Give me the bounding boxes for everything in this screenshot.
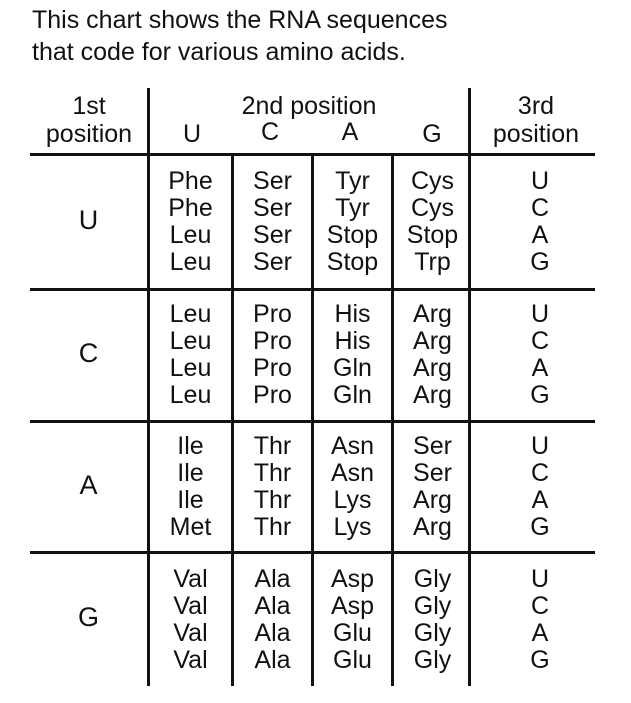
amino-acid-cell — [234, 301, 311, 409]
second-base-g: G — [422, 120, 442, 148]
amino-acid: Leu — [169, 221, 212, 249]
amino-acid-cell — [150, 433, 231, 541]
third-base: C — [530, 592, 550, 620]
third-base: G — [530, 248, 550, 276]
amino-acid: Pro — [253, 354, 292, 382]
amino-acid: Ser — [253, 248, 292, 276]
third-base: A — [531, 354, 549, 382]
first-position-header-line2: position — [45, 120, 133, 148]
caption-line-1: This chart shows the RNA sequences — [32, 6, 448, 34]
first-position-header-line1: 1st — [72, 92, 106, 120]
amino-acid: Arg — [413, 513, 452, 541]
amino-acid: Asp — [330, 565, 375, 593]
amino-acid: Ala — [254, 619, 291, 647]
third-position-header — [471, 92, 601, 148]
amino-acid: His — [334, 300, 371, 328]
third-base: C — [530, 194, 550, 222]
amino-acid: Thr — [253, 432, 292, 460]
amino-acid: Val — [173, 565, 208, 593]
first-position-header — [30, 92, 148, 148]
amino-acid: Ser — [253, 221, 292, 249]
amino-acid: Ser — [253, 194, 292, 222]
amino-acid-cell — [314, 433, 391, 541]
amino-acid: Thr — [253, 513, 292, 541]
amino-acid: Ser — [413, 459, 452, 487]
amino-acid: Arg — [413, 354, 452, 382]
amino-acid-cell — [394, 301, 471, 409]
first-base: U — [78, 205, 99, 235]
second-position-header: 2nd position — [241, 92, 377, 120]
amino-acid: Phe — [168, 194, 213, 222]
caption-line-2: that code for various amino acids. — [32, 38, 406, 66]
third-base: A — [531, 221, 549, 249]
amino-acid: Ala — [254, 592, 291, 620]
amino-acid-cell — [314, 301, 391, 409]
amino-acid: Ser — [253, 167, 292, 195]
amino-acid: Lys — [333, 513, 372, 541]
amino-acid: Asp — [330, 592, 375, 620]
amino-acid: Thr — [253, 459, 292, 487]
amino-acid: Gly — [413, 565, 452, 593]
amino-acid: Met — [169, 513, 212, 541]
third-base: G — [530, 646, 550, 674]
third-base: U — [530, 300, 550, 328]
amino-acid-cell — [234, 566, 311, 674]
third-base-column — [471, 168, 609, 276]
amino-acid-cell — [150, 566, 231, 674]
amino-acid: Arg — [413, 486, 452, 514]
amino-acid: Ser — [413, 432, 452, 460]
amino-acid: Arg — [413, 327, 452, 355]
amino-acid-cell — [394, 566, 471, 674]
amino-acid: Leu — [169, 381, 212, 409]
amino-acid: Thr — [253, 486, 292, 514]
third-base: A — [531, 486, 549, 514]
first-base: A — [79, 470, 98, 500]
amino-acid: Ala — [254, 646, 291, 674]
amino-acid: Stop — [326, 248, 379, 276]
third-base-column — [471, 301, 609, 409]
amino-acid-cell — [234, 433, 311, 541]
chart-caption — [32, 4, 447, 68]
amino-acid: Leu — [169, 327, 212, 355]
amino-acid: Cys — [410, 167, 455, 195]
third-base-column — [471, 566, 609, 674]
amino-acid: Ala — [254, 565, 291, 593]
third-base: G — [530, 381, 550, 409]
amino-acid: Glu — [333, 646, 372, 674]
amino-acid: Gly — [413, 619, 452, 647]
amino-acid: Cys — [410, 194, 455, 222]
third-base: C — [530, 327, 550, 355]
second-base-u: U — [182, 120, 202, 148]
third-position-header-line1: 3rd — [517, 92, 555, 120]
amino-acid: Leu — [169, 300, 212, 328]
amino-acid: Leu — [169, 354, 212, 382]
second-base-c: C — [260, 118, 280, 146]
third-base: U — [530, 565, 550, 593]
amino-acid: Gln — [333, 354, 372, 382]
amino-acid: Val — [173, 646, 208, 674]
amino-acid: Pro — [253, 327, 292, 355]
amino-acid: Gln — [333, 381, 372, 409]
second-base-a: A — [341, 118, 359, 146]
first-base: G — [77, 602, 99, 632]
amino-acid: Pro — [253, 300, 292, 328]
amino-acid: Phe — [168, 167, 213, 195]
amino-acid: Glu — [333, 619, 372, 647]
amino-acid-cell — [314, 566, 391, 674]
amino-acid: Gly — [413, 592, 452, 620]
amino-acid: Arg — [413, 300, 452, 328]
amino-acid: Ile — [177, 486, 204, 514]
amino-acid-cell — [150, 168, 231, 276]
amino-acid: Stop — [326, 221, 379, 249]
amino-acid: Val — [173, 592, 208, 620]
amino-acid-cell — [150, 301, 231, 409]
third-base: U — [530, 432, 550, 460]
amino-acid-cell — [314, 168, 391, 276]
amino-acid: Trp — [414, 248, 451, 276]
third-base: C — [530, 459, 550, 487]
amino-acid: Pro — [253, 381, 292, 409]
amino-acid: Tyr — [335, 167, 370, 195]
third-base: U — [530, 167, 550, 195]
amino-acid: Gly — [413, 646, 452, 674]
first-base: C — [78, 338, 99, 368]
amino-acid: Arg — [413, 381, 452, 409]
amino-acid: Asn — [330, 432, 375, 460]
amino-acid-cell — [394, 168, 471, 276]
amino-acid-cell — [234, 168, 311, 276]
amino-acid: His — [334, 327, 371, 355]
amino-acid: Asn — [330, 459, 375, 487]
amino-acid: Lys — [333, 486, 372, 514]
third-position-header-line2: position — [492, 120, 580, 148]
amino-acid: Ile — [177, 459, 204, 487]
amino-acid: Stop — [406, 221, 459, 249]
third-base: A — [531, 619, 549, 647]
amino-acid: Leu — [169, 248, 212, 276]
third-base-column — [471, 433, 609, 541]
amino-acid: Tyr — [335, 194, 370, 222]
amino-acid: Val — [173, 619, 208, 647]
amino-acid: Ile — [177, 432, 204, 460]
amino-acid-cell — [394, 433, 471, 541]
third-base: G — [530, 513, 550, 541]
